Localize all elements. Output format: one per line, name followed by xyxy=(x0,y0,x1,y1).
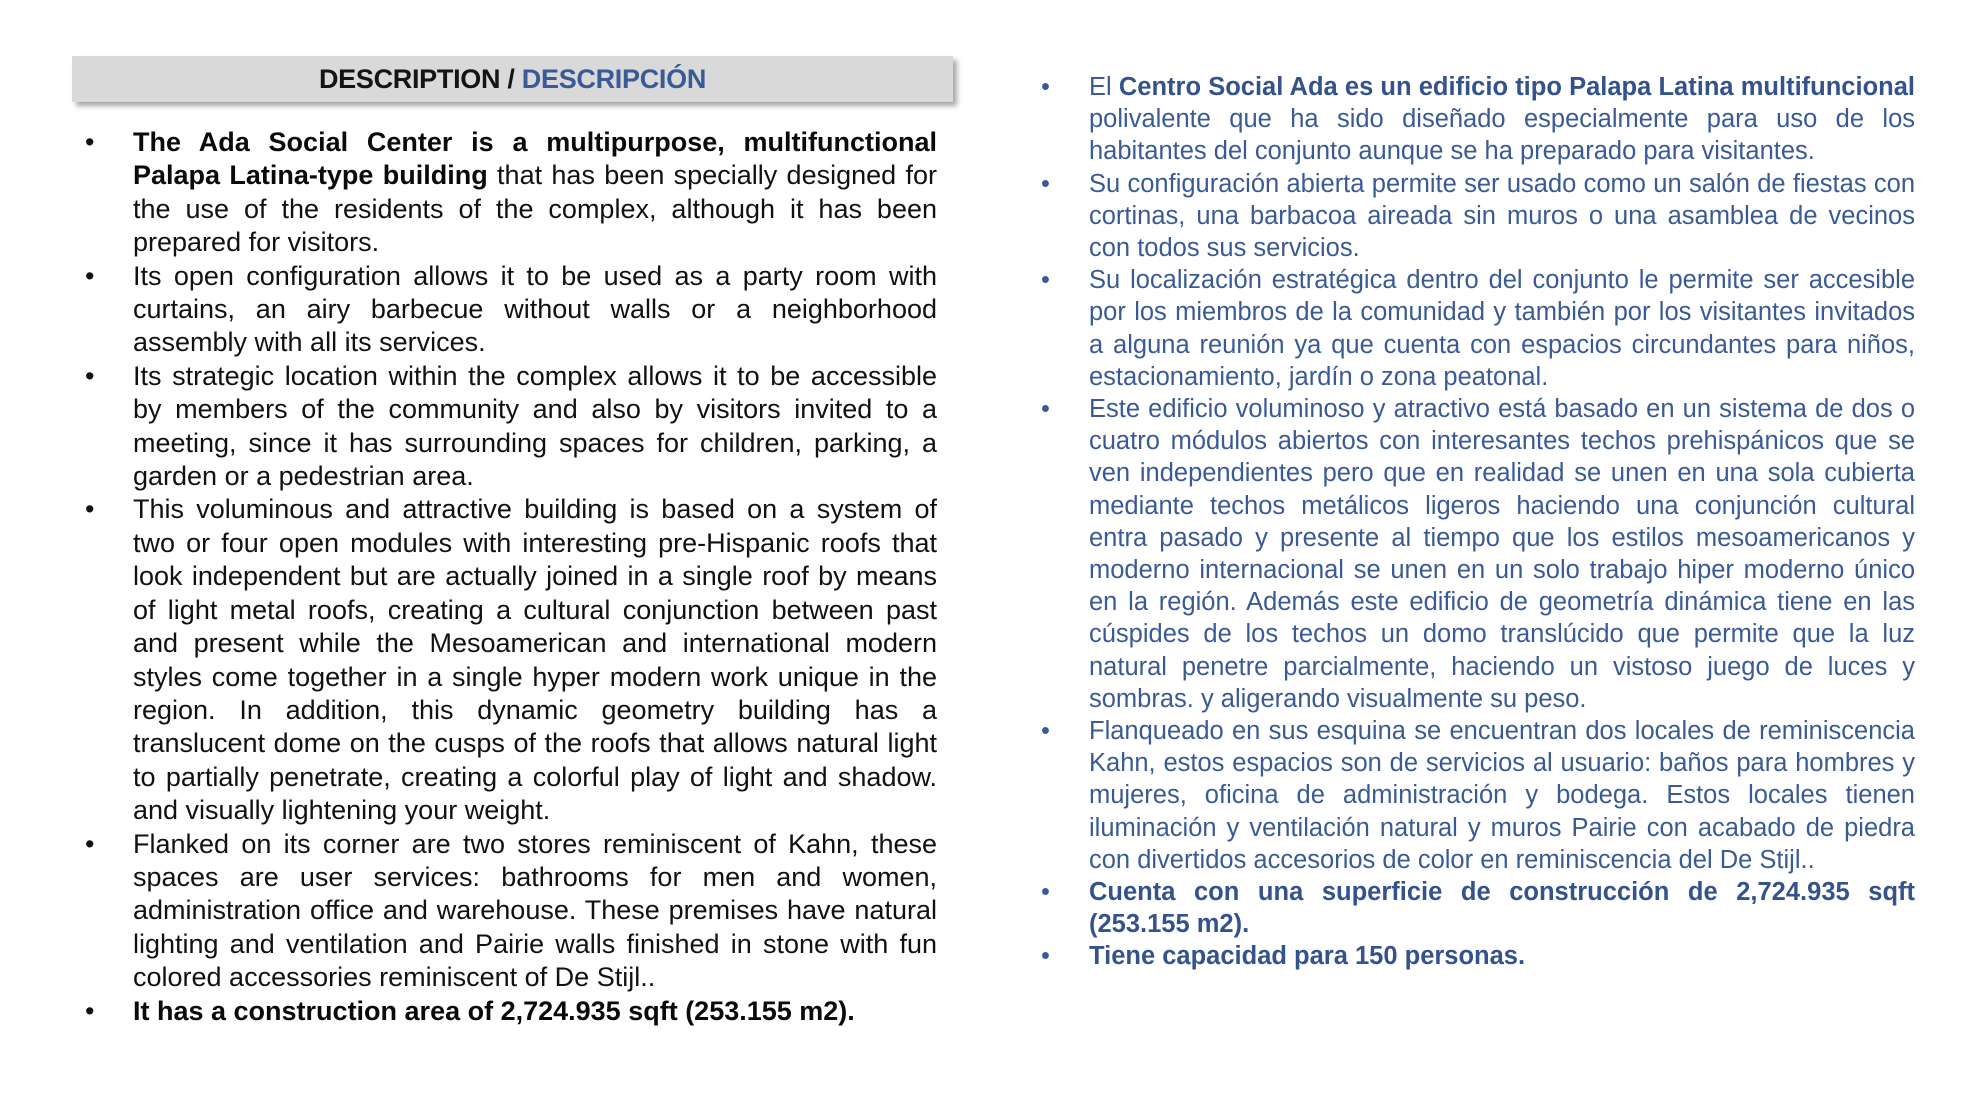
spanish-item-1-bold: Centro Social Ada es un edificio tipo Palapa Latina multifuncional xyxy=(1118,73,1915,101)
spanish-item-6-bold: Cuenta con una superficie de construcción de 2,724.935 sqft (253.155 m2). xyxy=(1089,878,1915,939)
spanish-item-7-bold: Tiene capacidad para 150 personas. xyxy=(1089,942,1526,971)
spanish-item-1-text: polivalente que ha sido diseñado especialmente para uso de los habitantes del conjunto aunque se ha preparado para visitantes. xyxy=(1089,105,1915,166)
spanish-item-4-text: Este edificio voluminoso y atractivo está basado en un sistema de dos o cuatro módulos abiertos con interesantes techos prehispánicos que se ven independientes pero que en realidad se unen en una sola cubierta mediante techos metálicos ligeros haciendo una conjunción cultural entra pasado y presente al tiempo que los estilos mesoamericanos y moderno internacional se unen en un solo trabajo hiper moderno único en la región. Además este edificio de geometría dinámica tiene en las cúspides de los techos un domo translúcido que permite que la luz natural penetre parcialmente, haciendo un vistoso juego de luces y sombras. y aligerando visualmente su peso. xyxy=(1089,395,1915,713)
english-item-4 xyxy=(133,493,937,827)
english-item-3-text: Its strategic location within the complex allows it to be accessible by members of the community and also by visitors invited to a meeting, since it has surrounding spaces for children, parking, a garden or a pedestrian area. xyxy=(133,360,937,492)
spanish-item-2 xyxy=(1089,168,1915,265)
english-item-1-bold: The Ada Social Center is a multipurpose, multifunctional Palapa Latina-type building xyxy=(133,127,937,191)
spanish-item-3 xyxy=(1089,264,1915,393)
english-description-list xyxy=(133,126,937,1028)
english-item-1 xyxy=(133,126,937,260)
spanish-item-5 xyxy=(1089,715,1915,876)
spanish-item-6 xyxy=(1089,876,1915,940)
spanish-item-3-text: Su localización estratégica dentro del conjunto le permite ser accesible por los miembros de la comunidad y también por los visitantes invitados a alguna reunión ya que cuenta con espacios circundantes para niños, estacionamiento, jardín o zona peatonal. xyxy=(1089,266,1915,391)
description-header xyxy=(72,56,953,102)
header-english-title: DESCRIPTION xyxy=(318,64,501,94)
english-item-3 xyxy=(133,360,937,494)
spanish-item-1-pre: El xyxy=(1089,73,1119,101)
spanish-item-7 xyxy=(1089,940,1915,972)
english-item-5-text: Flanked on its corner are two stores reminiscent of Kahn, these spaces are user services: bathrooms for men and women, administration office and warehouse. These premises have natural lighting and ventilation and Pairie walls finished in stone with fun colored accessories reminiscent of De Stijl.. xyxy=(133,828,937,993)
spanish-item-4 xyxy=(1089,393,1915,715)
english-item-4-text: This voluminous and attractive building is based on a system of two or four open modules with interesting pre-Hispanic roofs that look independent but are actually joined in a single roof by means of light metal roofs, creating a cultural conjunction between past and present while the Mesoamerican and international modern styles come together in a single hyper modern work unique in the region. In addition, this dynamic geometry building has a translucent dome on the cusps of the roofs that allows natural light to partially penetrate, creating a colorful play of light and shadow. and visually lightening your weight. xyxy=(133,494,937,826)
spanish-item-5-text: Flanqueado en sus esquina se encuentran dos locales de reminiscencia Kahn, estos espacios son de servicios al usuario: baños para hombres y mujeres, oficina de administración y bodega. Estos locales tienen iluminación y ventilación natural y muros Pairie con acabado de piedra con divertidos accesorios de color en reminiscencia del De Stijl.. xyxy=(1089,717,1915,874)
header-spanish-title: DESCRIPCIÓN xyxy=(521,64,707,94)
english-item-2 xyxy=(133,260,937,360)
english-item-1-text: that has been specially designed for the use of the residents of the complex, although it has been prepared for visitors. xyxy=(133,160,937,258)
spanish-item-1 xyxy=(1089,71,1915,168)
english-item-5 xyxy=(133,828,937,995)
header-separator: / xyxy=(500,64,522,94)
english-item-6-bold: It has a construction area of 2,724.935 sqft (253.155 m2). xyxy=(133,995,855,1026)
spanish-description-list xyxy=(1089,71,1915,973)
spanish-item-2-text: Su configuración abierta permite ser usado como un salón de fiestas con cortinas, una barbacoa aireada sin muros o una asamblea de vecinos con todos sus servicios. xyxy=(1089,169,1915,263)
english-item-2-text: Its open configuration allows it to be used as a party room with curtains, an airy barbecue without walls or a neighborhood assembly with all its services. xyxy=(133,260,937,358)
english-item-6 xyxy=(133,995,937,1028)
